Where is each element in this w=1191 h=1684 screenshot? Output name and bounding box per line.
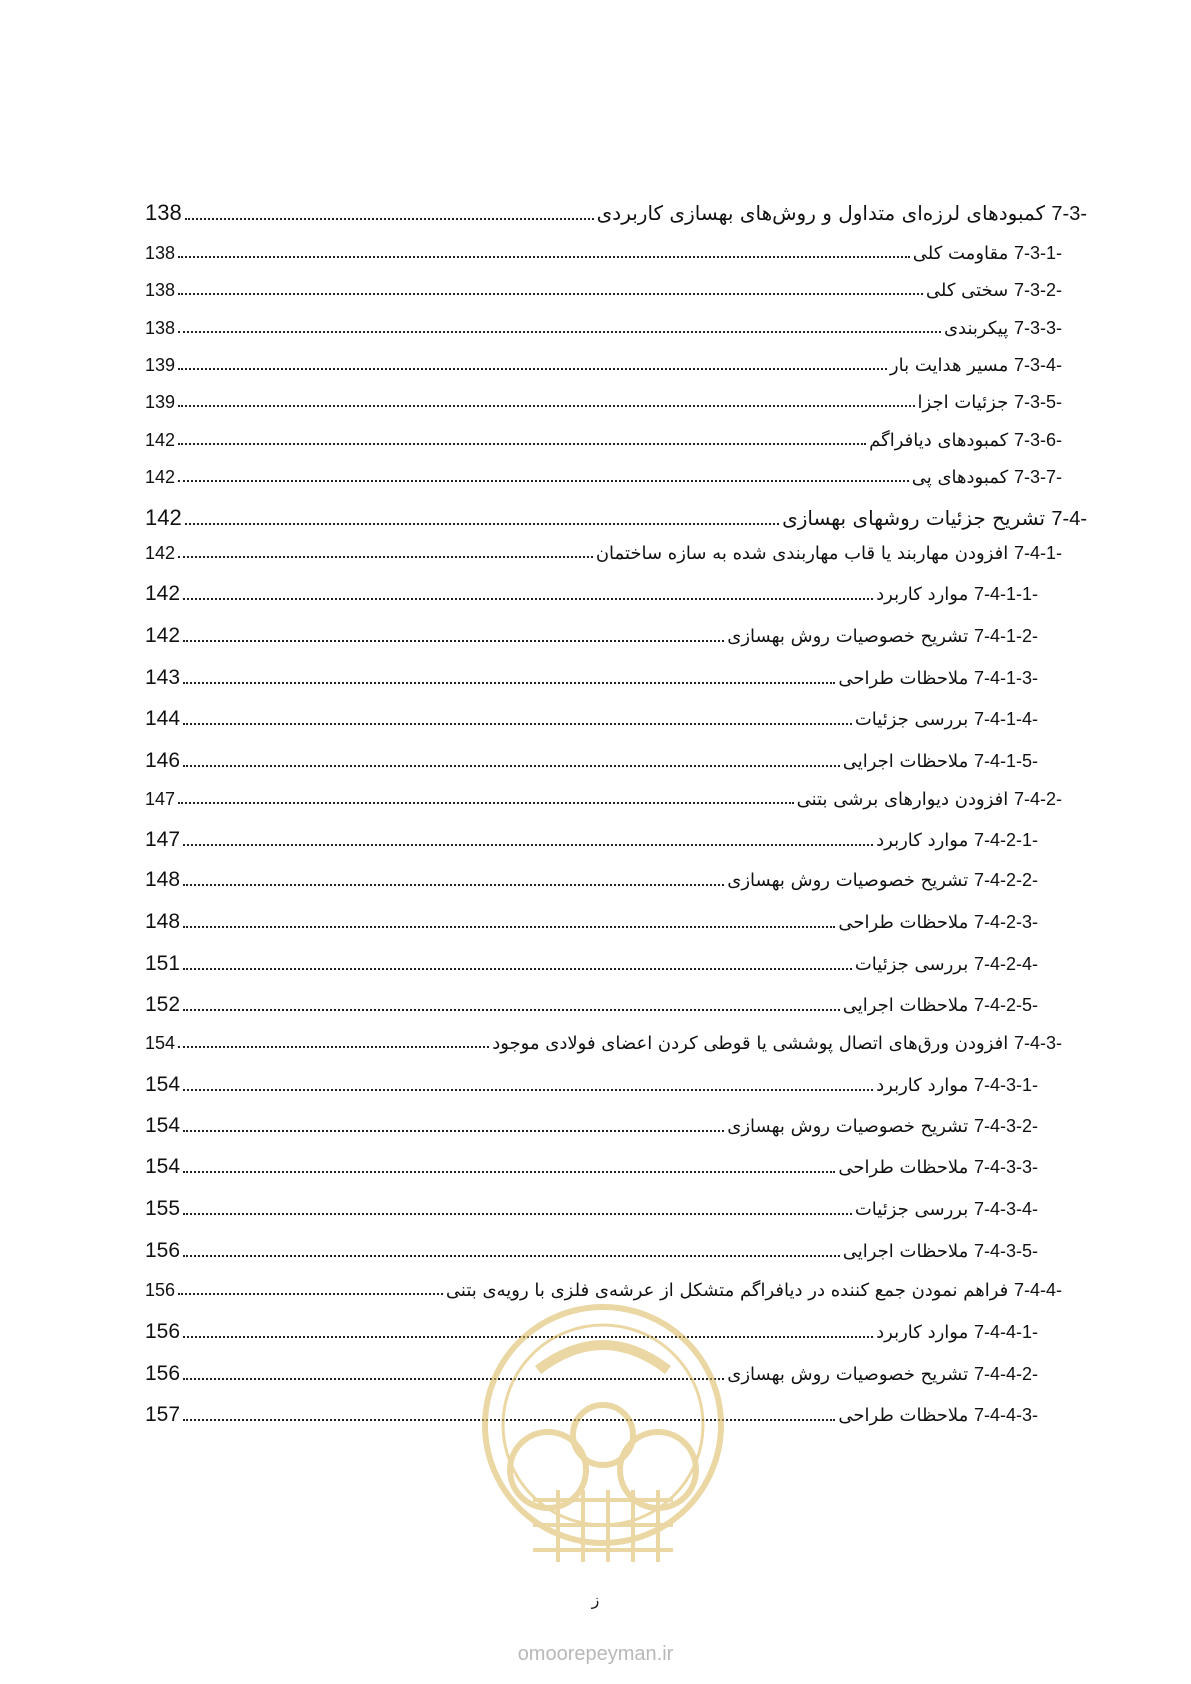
toc-title xyxy=(912,467,1062,488)
toc-section-number: 7-4-2-4- xyxy=(973,954,1038,974)
toc-dot-leader xyxy=(183,640,724,642)
toc-entry[interactable] xyxy=(145,200,1087,226)
toc-section-number: 7-4-3-1- xyxy=(973,1075,1038,1095)
toc-entry[interactable] xyxy=(145,1033,1062,1054)
toc-title-text: موارد کاربرد xyxy=(876,830,969,851)
toc-entry[interactable] xyxy=(145,543,1062,564)
toc-entry[interactable] xyxy=(145,1197,1038,1221)
toc-dot-leader xyxy=(178,1046,489,1048)
toc-entry[interactable] xyxy=(145,505,1087,531)
toc-title-text: جزئیات اجزا xyxy=(917,392,1009,413)
toc-title-text: ملاحظات طراحی xyxy=(838,912,969,933)
toc-dot-leader xyxy=(178,443,866,445)
toc-title-text: کمبودهای لرزه‌ای متداول و روش‌های بهسازی کاربردی xyxy=(596,201,1046,225)
toc-section-number: 7-4-4-3- xyxy=(973,1405,1038,1425)
toc-title-text: کمبودهای دیافراگم xyxy=(869,430,1009,451)
toc-page-number: 142 xyxy=(145,582,181,605)
toc-page-number: 138 xyxy=(145,318,176,338)
toc-section-number: 7-4-1-2- xyxy=(973,626,1038,646)
toc-title-text: بررسی جزئیات xyxy=(854,1199,969,1220)
toc-page-number: 147 xyxy=(145,828,181,851)
toc-title-text: تشریح خصوصیات روش بهسازی xyxy=(727,626,969,647)
toc-title xyxy=(838,668,1038,689)
toc-dot-leader xyxy=(185,523,779,525)
toc-entry[interactable] xyxy=(145,789,1062,810)
toc-dot-leader xyxy=(183,926,835,928)
toc-page-number: 142 xyxy=(145,467,176,487)
toc-entry[interactable] xyxy=(145,430,1062,451)
toc-page-number: 154 xyxy=(145,1155,181,1178)
toc-entry[interactable] xyxy=(145,467,1062,488)
toc-dot-leader xyxy=(183,682,835,684)
toc-dot-leader xyxy=(183,765,840,767)
toc-entry[interactable] xyxy=(145,280,1062,301)
toc-title xyxy=(890,355,1062,376)
toc-title-text: فراهم نمودن جمع کننده در دیافراگم متشکل از عرشه‌ی فلزی با رویه‌ی بتنی xyxy=(445,1280,1009,1301)
toc-dot-leader xyxy=(178,405,914,407)
page-folio: ز xyxy=(591,1590,600,1609)
toc-dot-leader xyxy=(178,802,794,804)
toc-title xyxy=(869,430,1062,451)
toc-section-number: 7-3-7- xyxy=(1013,467,1062,487)
toc-title xyxy=(843,995,1038,1016)
toc-section-number: 7-4-1-4- xyxy=(973,709,1038,729)
toc-dot-leader xyxy=(178,256,910,258)
toc-title xyxy=(727,626,1038,647)
toc-section-number: 7-4-3-4- xyxy=(973,1199,1038,1219)
toc-page-number: 148 xyxy=(145,910,181,933)
toc-entry[interactable] xyxy=(145,666,1038,690)
toc-page-number: 147 xyxy=(145,789,176,809)
toc-title-text: موارد کاربرد xyxy=(876,584,969,605)
toc-entry[interactable] xyxy=(145,1114,1038,1138)
toc-title xyxy=(727,1364,1038,1385)
toc-section-number: 7-4-4- xyxy=(1013,1280,1062,1300)
toc-entry[interactable] xyxy=(145,828,1038,852)
toc-page-number: 157 xyxy=(145,1403,181,1426)
toc-page-number: 148 xyxy=(145,868,181,891)
toc-entry[interactable] xyxy=(145,318,1062,339)
toc-entry[interactable] xyxy=(145,749,1038,773)
toc-title-text: مقاومت کلی xyxy=(912,243,1009,264)
toc-section-number: 7-4-1- xyxy=(1013,543,1062,563)
toc-section-number: 7-4-4-1- xyxy=(973,1322,1038,1342)
toc-section-number: 7-4-4-2- xyxy=(973,1364,1038,1384)
toc-title-text: موارد کاربرد xyxy=(876,1075,969,1096)
toc-dot-leader xyxy=(183,968,852,970)
toc-section-number: 7-4-1-5- xyxy=(973,751,1038,771)
toc-page-number: 154 xyxy=(145,1033,176,1053)
toc-page-number: 156 xyxy=(145,1362,181,1385)
toc-section-number: 7-3-2- xyxy=(1013,280,1062,300)
toc-title xyxy=(838,1405,1038,1426)
toc-dot-leader xyxy=(183,884,724,886)
toc-title-text: بررسی جزئیات xyxy=(854,709,969,730)
toc-title xyxy=(876,1322,1038,1343)
toc-entry[interactable] xyxy=(145,624,1038,648)
toc-dot-leader xyxy=(183,1213,852,1215)
toc-title-text: پیکربندی xyxy=(943,318,1009,339)
toc-title-text: سختی کلی xyxy=(925,280,1009,301)
toc-title-text: ملاحظات اجرایی xyxy=(842,995,969,1016)
toc-section-number: 7-3- xyxy=(1051,203,1087,225)
toc-section-number: 7-4-3-3- xyxy=(973,1157,1038,1177)
toc-dot-leader xyxy=(185,218,594,220)
toc-entry[interactable] xyxy=(145,910,1038,934)
toc-section-number: 7-4-1-3- xyxy=(973,668,1038,688)
toc-dot-leader xyxy=(183,844,873,846)
toc-title-text: افزودن دیوارهای برشی بتنی xyxy=(796,789,1009,810)
toc-title xyxy=(838,912,1038,933)
toc-title xyxy=(597,201,1087,226)
toc-title-text: تشریح خصوصیات روش بهسازی xyxy=(727,1364,969,1385)
watermark-seal-icon xyxy=(478,1300,728,1580)
toc-section-number: 7-4-2-1- xyxy=(973,830,1038,850)
toc-entry[interactable] xyxy=(145,707,1038,731)
toc-page-number: 139 xyxy=(145,392,176,412)
toc-title xyxy=(944,318,1062,339)
toc-title xyxy=(855,709,1038,730)
toc-title xyxy=(782,506,1087,531)
toc-entry[interactable] xyxy=(145,1073,1038,1097)
toc-title xyxy=(876,584,1038,605)
toc-page-number: 138 xyxy=(145,280,176,300)
toc-page-number: 156 xyxy=(145,1280,176,1300)
toc-dot-leader xyxy=(178,480,909,482)
toc-title xyxy=(843,751,1038,772)
toc-entry[interactable] xyxy=(145,868,1038,892)
toc-title-text: ملاحظات اجرایی xyxy=(842,751,969,772)
toc-section-number: 7-3-3- xyxy=(1013,318,1062,338)
toc-entry[interactable] xyxy=(145,993,1038,1017)
toc-section-number: 7-4-2- xyxy=(1013,789,1062,809)
toc-title-text: ملاحظات اجرایی xyxy=(842,1241,969,1262)
toc-page-number: 152 xyxy=(145,993,181,1016)
toc-title xyxy=(843,1241,1038,1262)
toc-dot-leader xyxy=(178,368,887,370)
watermark-site: omoorepeyman.ir xyxy=(517,1643,674,1665)
toc-page-number: 155 xyxy=(145,1197,181,1220)
toc-page-number: 139 xyxy=(145,355,176,375)
toc-title xyxy=(855,1199,1038,1220)
toc-section-number: 7-4-3-2- xyxy=(973,1116,1038,1136)
toc-section-number: 7-4-2-5- xyxy=(973,995,1038,1015)
toc-dot-leader xyxy=(183,1171,835,1173)
toc-dot-leader xyxy=(178,1293,443,1295)
toc-page-number: 156 xyxy=(145,1320,181,1343)
toc-page-number: 142 xyxy=(145,430,176,450)
toc-section-number: 7-4-2-2- xyxy=(973,870,1038,890)
toc-entry[interactable] xyxy=(145,243,1062,264)
toc-title xyxy=(838,1157,1038,1178)
toc-entry[interactable] xyxy=(145,582,1038,606)
toc-entry[interactable] xyxy=(145,1239,1038,1263)
toc-dot-leader xyxy=(183,598,873,600)
toc-entry[interactable] xyxy=(145,355,1062,376)
toc-page-number: 154 xyxy=(145,1114,181,1137)
toc-title xyxy=(727,1116,1038,1137)
toc-title xyxy=(926,280,1062,301)
toc-entry[interactable] xyxy=(145,1280,1062,1301)
toc-title xyxy=(876,830,1038,851)
toc-title-text: تشریح خصوصیات روش بهسازی xyxy=(727,870,969,891)
toc-section-number: 7-3-1- xyxy=(1013,243,1062,263)
toc-dot-leader xyxy=(178,293,923,295)
toc-page-number: 144 xyxy=(145,707,181,730)
toc-section-number: 7-4-1-1- xyxy=(973,584,1038,604)
toc-section-number: 7-4-2-3- xyxy=(973,912,1038,932)
toc-dot-leader xyxy=(183,723,852,725)
toc-title-text: بررسی جزئیات xyxy=(854,954,969,975)
toc-section-number: 7-4-3- xyxy=(1013,1033,1062,1053)
toc-title xyxy=(446,1280,1062,1301)
toc-entry[interactable] xyxy=(145,952,1038,976)
toc-page-number: 142 xyxy=(145,543,176,563)
toc-dot-leader xyxy=(183,1089,873,1091)
toc-title-text: تشریح خصوصیات روش بهسازی xyxy=(727,1116,969,1137)
toc-title-text: کمبودهای پی xyxy=(911,467,1009,488)
toc-page-number: 142 xyxy=(145,624,181,647)
toc-section-number: 7-3-6- xyxy=(1013,430,1062,450)
toc-title xyxy=(876,1075,1038,1096)
toc-page-number: 142 xyxy=(145,505,182,530)
toc-section-number: 7-4- xyxy=(1051,508,1087,530)
toc-title-text: موارد کاربرد xyxy=(876,1322,969,1343)
toc-title xyxy=(913,243,1062,264)
toc-page-number: 138 xyxy=(145,243,176,263)
toc-title xyxy=(918,392,1062,413)
toc-title xyxy=(855,954,1038,975)
toc-section-number: 7-4-3-5- xyxy=(973,1241,1038,1261)
toc-title-text: افزودن ورق‌های اتصال پوششی یا قوطی کردن اعضای فولادی موجود xyxy=(492,1033,1009,1054)
toc-entry[interactable] xyxy=(145,392,1062,413)
toc-page-number: 151 xyxy=(145,952,181,975)
toc-dot-leader xyxy=(178,556,593,558)
toc-entry[interactable] xyxy=(145,1155,1038,1179)
toc-title-text: ملاحظات طراحی xyxy=(838,1157,969,1178)
toc-title-text: ملاحظات طراحی xyxy=(838,1405,969,1426)
toc-section-number: 7-3-5- xyxy=(1013,392,1062,412)
toc-title-text: مسیر هدایت بار xyxy=(889,355,1009,376)
toc-title-text: تشریح جزئیات روشهای بهسازی xyxy=(782,506,1046,530)
toc-page-number: 154 xyxy=(145,1073,181,1096)
toc-dot-leader xyxy=(183,1130,724,1132)
toc-page-number: 156 xyxy=(145,1239,181,1262)
toc-title xyxy=(596,543,1062,564)
toc-title xyxy=(727,870,1038,891)
toc-page-number: 138 xyxy=(145,200,182,225)
toc-dot-leader xyxy=(178,331,941,333)
toc-page-number: 143 xyxy=(145,666,181,689)
toc-title-text: افزودن مهاربند یا قاب مهاربندی شده به سازه ساختمان xyxy=(595,543,1009,564)
toc-title-text: ملاحظات طراحی xyxy=(838,668,969,689)
toc-dot-leader xyxy=(183,1009,840,1011)
toc-page-number: 146 xyxy=(145,749,181,772)
toc-title xyxy=(492,1033,1062,1054)
toc-title xyxy=(797,789,1062,810)
toc-dot-leader xyxy=(183,1255,840,1257)
toc-section-number: 7-3-4- xyxy=(1013,355,1062,375)
